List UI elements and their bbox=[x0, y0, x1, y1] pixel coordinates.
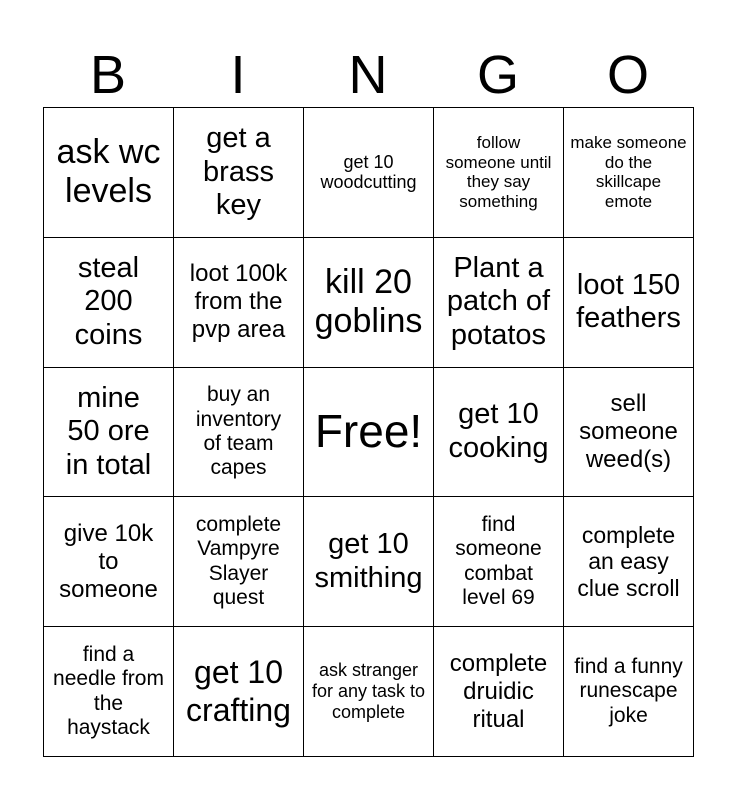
cell-text: ask wc levels bbox=[56, 132, 161, 211]
bingo-cell-free[interactable] bbox=[304, 368, 434, 498]
bingo-cell[interactable] bbox=[44, 108, 174, 238]
bingo-cell[interactable] bbox=[564, 627, 694, 757]
bingo-cell[interactable] bbox=[564, 238, 694, 368]
bingo-board bbox=[43, 107, 694, 757]
cell-text: mine 50 ore in total bbox=[65, 381, 152, 481]
bingo-cell[interactable] bbox=[434, 108, 564, 238]
bingo-cell[interactable] bbox=[564, 108, 694, 238]
cell-text: make someone do the skillcape emote bbox=[570, 132, 687, 212]
bingo-cell[interactable] bbox=[174, 108, 304, 238]
bingo-header bbox=[43, 44, 693, 106]
cell-text: Plant a patch of potatos bbox=[446, 251, 551, 351]
bingo-cell[interactable] bbox=[44, 627, 174, 757]
cell-text: get 10 cooking bbox=[448, 398, 549, 464]
bingo-cell[interactable] bbox=[304, 497, 434, 627]
bingo-cell[interactable] bbox=[434, 497, 564, 627]
cell-text: get 10 smithing bbox=[314, 528, 423, 594]
bingo-cell[interactable] bbox=[44, 368, 174, 498]
bingo-cell[interactable] bbox=[174, 497, 304, 627]
cell-text: complete an easy clue scroll bbox=[577, 521, 680, 602]
bingo-cell[interactable] bbox=[564, 497, 694, 627]
bingo-cell[interactable] bbox=[44, 238, 174, 368]
cell-text: find a needle from the haystack bbox=[53, 642, 164, 739]
cell-text: loot 100k from the pvp area bbox=[189, 260, 288, 344]
cell-text: give 10k to someone bbox=[59, 520, 158, 603]
bingo-cell[interactable] bbox=[304, 627, 434, 757]
cell-text: find someone combat level 69 bbox=[455, 513, 542, 610]
header-letter-i: I bbox=[230, 45, 246, 105]
cell-text: get a brass key bbox=[203, 121, 274, 222]
cell-text: kill 20 goblins bbox=[314, 262, 423, 341]
cell-text: get 10 crafting bbox=[186, 654, 291, 728]
cell-text: complete Vampyre Slayer quest bbox=[195, 513, 282, 610]
cell-text: follow someone until they say something bbox=[445, 132, 552, 212]
cell-text: Free! bbox=[314, 405, 423, 458]
header-letter-n: N bbox=[348, 45, 388, 105]
cell-text: buy an inventory of team capes bbox=[195, 383, 282, 480]
bingo-cell[interactable] bbox=[434, 238, 564, 368]
bingo-cell[interactable] bbox=[44, 497, 174, 627]
cell-text: find a funny runescape joke bbox=[574, 655, 683, 727]
cell-text: get 10 woodcutting bbox=[320, 151, 417, 193]
bingo-cell[interactable] bbox=[174, 627, 304, 757]
bingo-cell[interactable] bbox=[174, 368, 304, 498]
bingo-cell[interactable] bbox=[304, 238, 434, 368]
bingo-cell[interactable] bbox=[304, 108, 434, 238]
cell-text: sell someone weed(s) bbox=[579, 390, 678, 473]
cell-text: loot 150 feathers bbox=[576, 268, 681, 335]
header-letter-b: B bbox=[89, 45, 127, 105]
bingo-cell[interactable] bbox=[174, 238, 304, 368]
cell-text: complete druidic ritual bbox=[449, 649, 548, 733]
header-letter-o: O bbox=[606, 45, 649, 105]
header-letter-g: G bbox=[476, 45, 519, 105]
cell-text: steal 200 coins bbox=[74, 251, 143, 351]
bingo-cell[interactable] bbox=[564, 368, 694, 498]
bingo-cell[interactable] bbox=[434, 368, 564, 498]
bingo-cell[interactable] bbox=[434, 627, 564, 757]
cell-text: ask stranger for any task to complete bbox=[311, 660, 426, 723]
